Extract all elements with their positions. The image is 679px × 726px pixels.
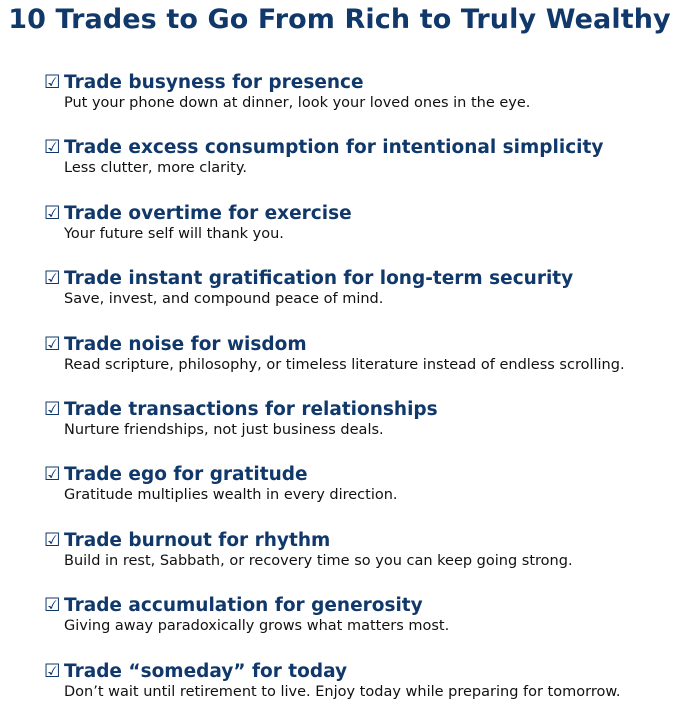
list-item [44,334,674,399]
checkbox-icon: ☑ [44,202,61,224]
checkbox-icon: ☑ [44,529,61,551]
item-heading-row [44,334,674,356]
checkbox-icon: ☑ [44,72,61,93]
item-heading: Trade instant gratification for long-term security [64,268,574,290]
list-item [44,661,674,726]
item-heading: Trade “someday” for today [64,660,348,682]
item-description: Giving away paradoxically grows what matters most. [64,618,450,635]
checkbox-icon: ☑ [44,268,61,290]
checkbox-icon: ☑ [44,660,61,682]
checkbox-icon: ☑ [44,137,61,159]
item-heading-row [44,530,674,552]
trade-list [44,72,674,726]
item-heading-row [44,399,674,421]
item-heading: Trade transactions for relationships [64,398,438,420]
item-heading-row [44,464,674,486]
item-heading: Trade ego for gratitude [64,464,308,486]
list-item [44,72,674,137]
item-heading-row [44,661,674,683]
item-description: Nurture friendships, not just business deals. [64,421,384,438]
list-item [44,268,674,333]
list-item [44,399,674,464]
item-heading-row [44,595,674,617]
checkbox-icon: ☑ [44,464,61,486]
page-title: 10 Trades to Go From Rich to Truly Wealthy [8,4,671,35]
item-heading: Trade accumulation for generosity [64,595,423,617]
checkbox-icon: ☑ [44,595,61,617]
checkbox-icon: ☑ [44,398,61,420]
item-description: Read scripture, philosophy, or timeless literature instead of endless scrolling. [64,356,625,373]
item-heading: Trade excess consumption for intentional simplicity [64,137,604,159]
list-item [44,137,674,202]
list-item [44,530,674,595]
item-description: Save, invest, and compound peace of mind. [64,291,384,308]
item-description: Build in rest, Sabbath, or recovery time so you can keep going strong. [64,552,573,569]
item-heading-row [44,72,674,94]
item-heading-row [44,268,674,290]
item-heading-row [44,137,674,159]
list-item [44,203,674,268]
list-item [44,595,674,660]
item-description: Gratitude multiplies wealth in every direction. [64,487,398,504]
item-description: Put your phone down at dinner, look your loved ones in the eye. [64,95,531,111]
item-heading-row [44,203,674,225]
item-description: Your future self will thank you. [64,225,284,242]
item-description: Don’t wait until retirement to live. Enjoy today while preparing for tomorrow. [64,683,621,700]
list-item [44,464,674,529]
item-heading: Trade burnout for rhythm [64,529,331,551]
checkbox-icon: ☑ [44,333,61,355]
item-heading: Trade noise for wisdom [64,333,307,355]
item-description: Less clutter, more clarity. [64,160,247,177]
item-heading: Trade overtime for exercise [64,202,352,224]
item-heading: Trade busyness for presence [64,72,364,93]
